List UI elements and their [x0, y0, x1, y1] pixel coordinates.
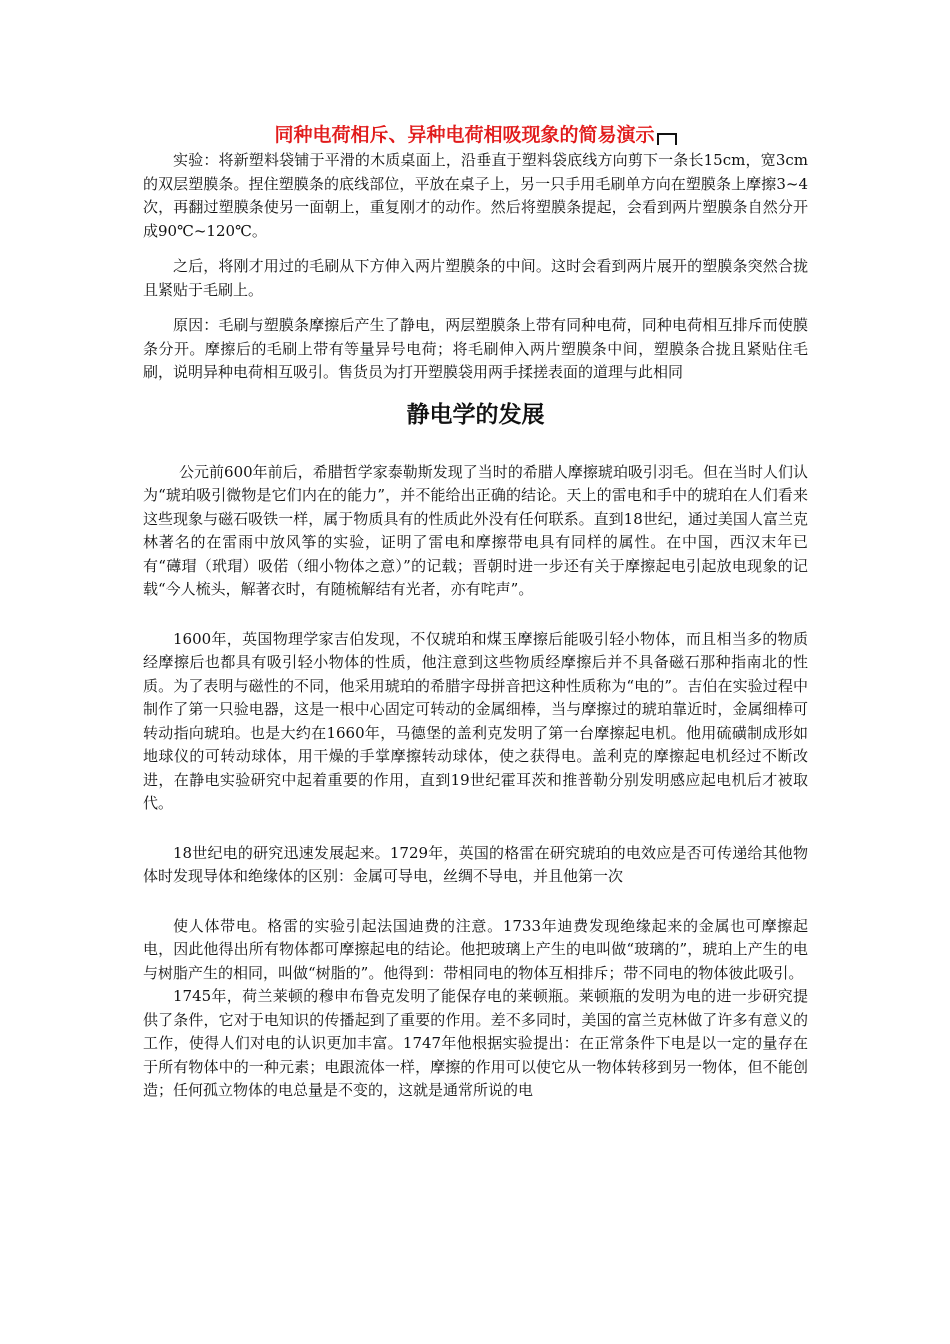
paragraph-human-charge: 使人体带电。格雷的实验引起法国迪费的注意。1733年迪费发现绝缘起来的金属也可摩擦起电，因此他得出所有物体都可摩擦起电的结论。他把玻璃上产生的电叫做“玻璃的”，琥珀上产生的电与树脂产生的相同，叫做“树脂的”。他得到：带相同电的物体互相排斥；带不同电的物体彼此吸引。	[143, 916, 808, 982]
heading-electrostatics-development: 静电学的发展	[406, 401, 545, 428]
paragraph-experiment: 实验：将新塑料袋铺于平滑的木质桌面上，沿垂直于塑料袋底线方向剪下一条长15cm，宽3cm的双层塑膜条。捏住塑膜条的底线部位，平放在桌子上，另一只手用毛刷单方向在塑膜条上摩擦3~4次，再翻过塑膜条使另一面朝上，重复刚才的动作。然后将塑膜条提起，会看到两片塑膜条自然分开成90℃~120℃。	[143, 151, 808, 240]
section-title-text: 同种电荷相斥、异种电荷相吸现象的简易演示	[274, 124, 655, 146]
bracket-mark-icon	[657, 133, 677, 145]
paragraph-1600: 1600年，英国物理学家吉伯发现，不仅琥珀和煤玉摩擦后能吸引轻小物体，而且相当多的物质经摩擦后也都具有吸引轻小物体的性质，他注意到这些物质经摩擦后并不具备磁石那种指南北的性质。为了表明与磁性的不同，他采用琥珀的希腊字母拼音把这种性质称为“电的”。吉伯在实验过程中制作了第一只验电器，这是一根中心固定可转动的金属细棒，当与摩擦过的琥珀靠近时，金属细棒可转动指向琥珀。也是大约在1660年，马德堡的盖利克发明了第一台摩擦起电机。他用硫磺制成形如地球仪的可转动球体，用干燥的手掌摩擦转动球体，使之获得电。盖利克的摩擦起电机经过不断改进，在静电实验研究中起着重要的作用，直到19世纪霍耳茨和推普勒分别发明感应起电机后才被取代。	[143, 629, 808, 812]
paragraph-1745: 1745年，荷兰莱顿的穆申布鲁克发明了能保存电的莱顿瓶。莱顿瓶的发明为电的进一步研究提供了条件，它对于电知识的传播起到了重要的作用。差不多同时，美国的富兰克林做了许多有意义的工作，使得人们对电的认识更加丰富。1747年他根据实验提出：在正常条件下电是以一定的量存在于所有物体中的一种元素；电跟流体一样，摩擦的作用可以使它从一物体转移到另一物体，但不能创造；任何孤立物体的电总量是不变的，这就是通常所说的电	[143, 987, 808, 1099]
paragraph-reason: 原因：毛刷与塑膜条摩擦后产生了静电，两层塑膜条上带有同种电荷，同种电荷相互排斥而使膜条分开。摩擦后的毛刷上带有等量异号电荷；将毛刷伸入两片塑膜条中间，塑膜条合拢且紧贴住毛刷，说明异种电荷相互吸引。售货员为打开塑膜袋用两手揉搓表面的道理与此相同	[143, 316, 808, 381]
document-content	[143, 121, 808, 1103]
paragraph-ancient: 公元前600年前后，希腊哲学家泰勒斯发现了当时的希腊人摩擦琥珀吸引羽毛。但在当时人们认为“琥珀吸引微物是它们内在的能力”，并不能给出正确的结论。天上的雷电和手中的琥珀在人们看来这些现象与磁石吸铁一样，属于物质具有的性质此外没有任何联系。直到18世纪，通过美国人富兰克林著名的在雷雨中放风筝的实验，证明了雷电和摩擦带电具有同样的属性。在中国，西汉末年已有“礡瑁（玳瑁）吸偌（细小物体之意）”的记载；晋朝时进一步还有关于摩擦起电引起放电现象的记载“今人梳头，解著衣时，有随梳解结有光者，亦有咤声”。	[143, 462, 808, 598]
paragraph-18th-century: 18世纪电的研究迅速发展起来。1729年，英国的格雷在研究琥珀的电效应是否可传递给其他物体时发现导体和绝缘体的区别：金属可导电，丝绸不导电，并且他第一次	[143, 843, 808, 885]
paragraph-follow-up: 之后，将刚才用过的毛刷从下方伸入两片塑膜条的中间。这时会看到两片展开的塑膜条突然合拢且紧贴于毛刷上。	[143, 257, 808, 299]
section-title-demo	[143, 121, 808, 149]
